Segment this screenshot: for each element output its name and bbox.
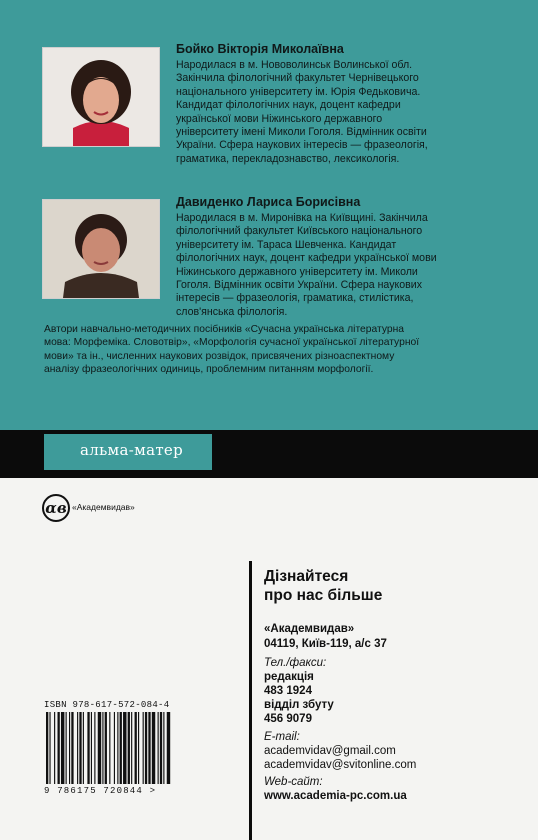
learn-more-heading [264,567,382,605]
learn-more-line: про нас більше [264,587,383,604]
web-link[interactable]: www.academia-pc.com.ua [264,790,407,802]
bio-line: граматика, перекладознавство, лексикологія. [176,152,400,165]
isbn-text: ISBN 978-617-572-084-4 [44,700,170,710]
author-photo-davydenko [42,199,160,299]
bio-line: Кандидат філологічних наук, доцент кафедри [176,99,401,112]
publisher-name: «Академвидав» [72,502,135,512]
bio-line: України. Сфера наукових інтересів — фразеологія, [176,139,428,152]
learn-more-line: Дізнайтеся [264,568,349,585]
publisher-logo-icon: ɑв [42,494,70,522]
bio-line: слов'янська філологія. [176,305,288,318]
bio-line: Народилася в м. Нововолинськ Волинської обл. [176,59,413,71]
bio-line: філологічний факультет Київського національного [176,225,423,238]
barcode-digits: 9 786175 720844 > [44,786,157,796]
books-line: аналізу фразеологічних одиниць, проблемним питанням морфології. [44,364,374,376]
barcode-image [44,712,222,784]
bio-line: філологічних наук, доцент кафедри української мови [176,252,437,265]
vertical-divider [249,561,252,840]
sales-phone: 456 9079 [264,713,312,725]
sales-label: відділ збуту [264,699,334,711]
email-link[interactable]: academvidav@gmail.com [264,745,396,757]
author-photo-boiko [42,47,160,147]
contact-publisher: «Академвидав» [264,623,355,635]
author-bio [176,212,476,319]
bio-line: Ніжинського державного університету ім. Миколи [176,265,418,278]
bio-line: інтересів — фразеологія, граматика, стилістика, [176,292,414,305]
web-label: Web-сайт: [264,776,323,788]
contact-address: 04119, Київ-119, а/с 37 [264,638,387,650]
author-name: Давиденко Лариса Борисівна [176,195,361,209]
editorial-phone: 483 1924 [264,685,312,697]
bio-line: університету імені Миколи Гоголя. Відмінник освіти [176,126,427,139]
books-line: Автори навчально-методичних посібників «Сучасна українська літературна [44,324,405,335]
bio-line: Народилася в м. Миронівка на Київщині. Закінчила [176,212,428,224]
email-link[interactable]: academvidav@svitonline.com [264,759,417,771]
books-line: мова: Морфеміка. Словотвір», «Морфологія сучасної української літературної [44,337,420,349]
editorial-label: редакція [264,671,314,683]
bio-line: національного університету ім. Юрія Федьковича. [176,85,421,98]
phone-label: Тел./факси: [264,657,327,669]
author-bio [176,59,476,166]
author-name: Бойко Вікторія Миколаївна [176,42,344,56]
email-label: E-mail: [264,731,300,743]
books-line: мови» та ін., численних наукових розвідок, присвячених різноаспектному [44,350,395,362]
series-title: альма-матер [80,441,184,459]
bio-line: Гоголя. Відмінник освіти України. Сфера наукових [176,279,422,292]
bio-line: Закінчила філологічний факультет Чернівецького [176,72,419,85]
books-paragraph [44,323,504,377]
bio-line: української мови Ніжинського державного [176,112,383,125]
bio-line: університету ім. Тараса Шевченка. Кандидат [176,238,397,251]
